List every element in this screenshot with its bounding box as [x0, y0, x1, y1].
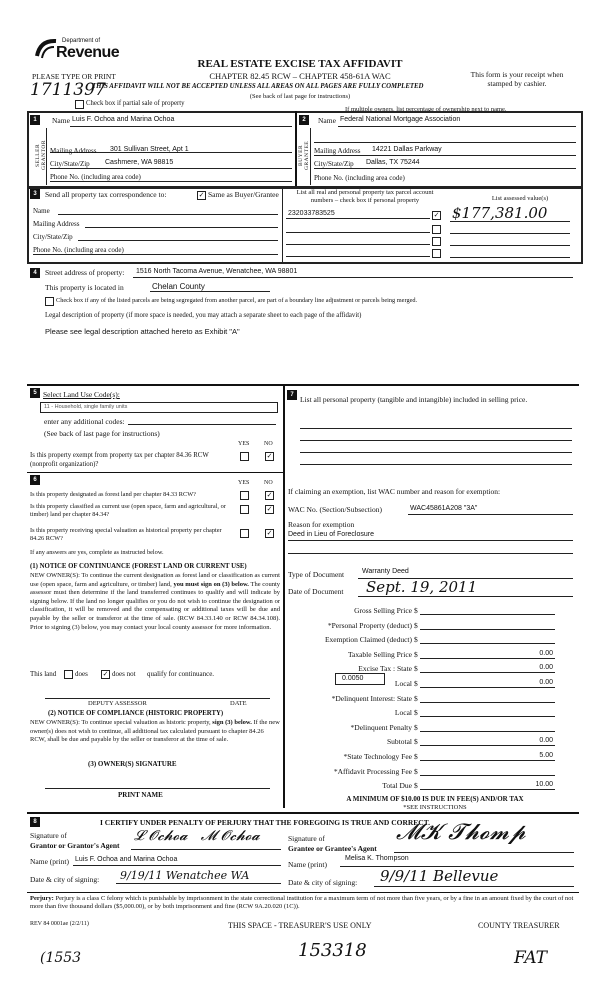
tax-row-dollar: $ — [414, 737, 418, 746]
section-6-top-rule — [27, 472, 283, 473]
grantor-sig-line — [131, 849, 281, 850]
tax-row-label: *Affidavit Processing Fee — [333, 767, 412, 776]
wac-value[interactable]: WAC45861A208 "3A" — [410, 505, 478, 512]
tax-row-dollar: $ — [414, 694, 418, 703]
section-2-number: 2 — [299, 115, 309, 125]
section-8-number: 8 — [30, 817, 40, 827]
tax-row-line — [420, 629, 555, 630]
historic-no-checkbox[interactable]: ✓ — [266, 529, 273, 537]
logo-revenue: Revenue — [56, 44, 120, 61]
parcel-4-personal-checkbox[interactable] — [432, 249, 441, 258]
tax-row-label: *Delinquent Penalty — [350, 723, 412, 732]
tax-row-line — [420, 643, 555, 644]
county-treasurer-label: COUNTY TREASURER — [478, 921, 560, 930]
seller-name-value[interactable]: Luis F. Ochoa and Marina Ochoa — [72, 116, 175, 123]
corr-name-label: Name — [33, 207, 50, 215]
deputy-assessor-line — [45, 698, 270, 699]
parcel-line-3 — [286, 244, 430, 245]
certify-statement: I CERTIFY UNDER PENALTY OF PERJURY THAT THE FOREGOING IS TRUE AND CORRECT. — [100, 818, 431, 827]
tax-row-label: *Personal Property (deduct) — [327, 621, 412, 630]
buyer-label-divider — [310, 128, 311, 185]
grantor-print-label: Name (print) — [30, 857, 69, 866]
assessed-line-4 — [450, 257, 570, 258]
s5-yes-header: YES — [238, 441, 250, 447]
grantor-agent-label: Grantor or Grantor's Agent — [30, 841, 120, 850]
buyer-name-line — [338, 126, 576, 127]
seller-city-value[interactable]: Cashmere, WA 98815 — [105, 159, 174, 166]
grantee-signature[interactable]: 𝓜𝓚 𝓣𝓱𝓸𝓶𝓹 — [396, 820, 526, 845]
tax-row-line — [420, 658, 555, 659]
s6-no-header: NO — [264, 480, 273, 486]
local-rate-value: 0.0050 — [342, 675, 364, 682]
buyer-side-label: BUYER GRANTEE — [298, 140, 310, 170]
county-line — [150, 291, 270, 292]
send-correspondence-label: Send all property tax correspondence to: — [45, 190, 167, 199]
form-title: REAL ESTATE EXCISE TAX AFFIDAVIT — [197, 58, 403, 70]
buyer-city-label: City/State/Zip — [314, 160, 354, 168]
forest-yes-checkbox[interactable] — [240, 491, 249, 500]
buyer-name-label: Name — [318, 116, 336, 125]
notice-continuance-text — [30, 572, 280, 632]
wac-line — [408, 514, 573, 515]
parcel-line-1 — [286, 218, 430, 219]
tax-row-line — [420, 775, 555, 776]
land-does-checkbox[interactable] — [64, 670, 73, 679]
parcel-list-header: List all real and personal property tax parcel account numbers – check box if personal property — [296, 189, 434, 204]
wac-label: WAC No. (Section/Subsection) — [288, 505, 382, 514]
minimum-fee-note: A MINIMUM OF $10.00 IS DUE IN FEE(S) AND/OR TAX — [346, 795, 524, 803]
tax-row-line — [420, 614, 555, 615]
section-4-bottom-rule — [27, 384, 579, 386]
forest-land-question: Is this property designated as forest land per chapter 84.33 RCW? — [30, 491, 196, 498]
parcel-2-personal-checkbox[interactable] — [432, 225, 441, 234]
section-8-top-rule — [27, 812, 579, 814]
exempt-no-checkbox[interactable]: ✓ — [266, 452, 273, 460]
parcel-number[interactable]: 232033783525 — [288, 210, 335, 217]
tax-row-dollar: $ — [414, 621, 418, 630]
notice-continuance-bold: you must sign on (3) below. — [173, 580, 249, 588]
buyer-blank-line — [314, 142, 576, 143]
historic-question: Is this property receiving special valuation as historical property per chapter 84.26 RCW? — [30, 527, 222, 542]
reason-line — [288, 540, 573, 541]
deputy-date-label: DATE — [230, 700, 247, 707]
current-use-question: Is this property classified as current use (open space, farm and agricultural, or timber) land per chapter 84.34? — [30, 503, 226, 518]
deputy-assessor-label: DEPUTY ASSESSOR — [88, 700, 147, 707]
buyer-city-value[interactable]: Dallas, TX 75244 — [366, 159, 420, 166]
current-use-yes-checkbox[interactable] — [240, 505, 249, 514]
same-as-buyer-checkbox[interactable]: ✓ — [198, 191, 205, 199]
land-does-label: does — [75, 670, 88, 678]
corr-phone-line — [33, 254, 278, 255]
notice-compliance-rest: If the new owner(s) does not wish to continue, all additional tax calculated pursuant to chapter 84.26 RCW, shall be due and payable by the seller or transferor at the time of sale. — [30, 719, 280, 744]
handwritten-id: 1711397 — [30, 80, 106, 100]
segregated-label: Check box if any of the listed parcels are being segregated from another parcel, are part of a boundary line adjustment or parcels being merged. — [56, 297, 418, 304]
parcel-1-personal-checkbox[interactable]: ✓ — [433, 211, 440, 219]
grantor-date-line — [116, 883, 281, 884]
corr-phone-label: Phone No. (including area code) — [33, 246, 124, 254]
street-line — [133, 277, 573, 278]
notice-continuance-title: (1) NOTICE OF CONTINUANCE (FOREST LAND OR CURRENT USE) — [30, 563, 247, 570]
seller-city-line — [50, 168, 292, 169]
grantor-print-value[interactable]: Luis F. Ochoa and Marina Ochoa — [75, 856, 178, 863]
treasurer-space-label: THIS SPACE - TREASURER'S USE ONLY — [228, 921, 372, 930]
receipt-note: This form is your receipt when stamped by cashier. — [470, 70, 564, 88]
legal-description-label: Legal description of property (if more space is needed, you may attach a separate sheet to each page of the affidavit) — [45, 312, 362, 319]
multiple-owners-note: If multiple owners, list percentage of ownership next to name. — [345, 106, 507, 113]
grantor-sig-of: Signature of — [30, 831, 67, 840]
buyer-mailing-label: Mailing Address — [314, 147, 361, 155]
assessed-line-3 — [450, 245, 570, 246]
seller-name-line — [70, 126, 292, 127]
handwritten-note-2: 153318 — [298, 940, 367, 961]
warning-text: THIS AFFIDAVIT WILL NOT BE ACCEPTED UNLESS ALL AREAS ON ALL PAGES ARE FULLY COMPLETED — [92, 83, 424, 90]
segregated-checkbox[interactable] — [45, 297, 54, 306]
perjury-body: Perjury is a class C felony which is punishable by imprisonment in the state correctional institution for a maximum term of not more than five years, or by a fine in an amount fixed by the court of not more than five thousand dollars ($5,000.00), or by both imprisonment and fine (RCW 9A.20.020 (1C)). — [30, 895, 574, 911]
tax-row-dollar: $ — [414, 664, 418, 673]
tax-row-dollar: $ — [414, 752, 418, 761]
tax-row-label: Taxable Selling Price — [347, 650, 412, 659]
corr-city-label: City/State/Zip — [33, 233, 73, 241]
seller-label-divider — [46, 128, 47, 185]
buyer-mailing-line — [314, 155, 576, 156]
personal-line-4 — [300, 464, 572, 465]
assessed-line-1 — [450, 221, 570, 222]
section-6-number: 6 — [30, 475, 40, 485]
assessed-line-2 — [450, 233, 570, 234]
seller-phone-label: Phone No. (including area code) — [50, 173, 141, 181]
section-1-number: 1 — [30, 115, 40, 125]
tax-row-dollar: $ — [414, 650, 418, 659]
notice-continuance-rest: The county assessor must then determine if the land transferred continues to qualify and will indicate by signing below. If the land no longer qualifies or you do not wish to continue the designation or classification, it will be removed and the compensating or additional taxes will be due and payable by the seller or transferor at the time of sale. (RCW 84.33.140 or RCW 84.34.108). Prior to signing (3) below, you may contact your local county assessor for more information. — [30, 580, 280, 631]
section-7-number: 7 — [287, 390, 297, 400]
if-yes-note: If any answers are yes, complete as instructed below. — [30, 549, 164, 556]
seller-mailing-label: Mailing Address — [50, 147, 97, 155]
section-5-number: 5 — [30, 388, 40, 398]
exempt-yes-checkbox[interactable] — [240, 452, 249, 461]
tax-row-dollar: $ — [414, 679, 418, 688]
reason-value[interactable]: Deed in Lieu of Foreclosure — [288, 531, 374, 538]
tax-row-dollar: $ — [414, 767, 418, 776]
tax-row-value[interactable]: 0.00 — [539, 664, 553, 671]
seller-phone-line — [50, 181, 292, 182]
buyer-city-line — [314, 168, 576, 169]
parcel-line-2 — [286, 232, 430, 233]
land-use-label: Select Land Use Code(s): — [43, 390, 120, 399]
corr-mailing-line — [85, 227, 278, 228]
print-name-line — [45, 788, 270, 789]
buyer-phone-label: Phone No. (including area code) — [314, 174, 405, 182]
tax-row-dollar: $ — [414, 635, 418, 644]
land-use-select[interactable] — [40, 402, 278, 413]
perjury-top-rule — [27, 892, 579, 893]
perjury-label: Perjury: — [30, 895, 54, 902]
tax-row-line — [420, 716, 555, 717]
additional-codes-label: enter any additional codes: — [44, 417, 125, 426]
additional-codes-line — [128, 424, 276, 425]
seller-side-label: SELLER GRANTOR — [35, 140, 47, 170]
personal-line-2 — [300, 440, 572, 441]
doc-type-value[interactable]: Warranty Deed — [362, 568, 409, 575]
corr-name-line — [58, 214, 278, 215]
partial-sale-checkbox[interactable] — [75, 100, 84, 109]
middle-divider — [283, 384, 285, 808]
tax-row-value[interactable]: 10.00 — [535, 781, 553, 788]
tax-row-label: Gross Selling Price — [354, 606, 412, 615]
reason-label: Reason for exemption — [288, 520, 355, 529]
same-as-buyer-label: Same as Buyer/Grantee — [208, 190, 279, 199]
grantee-date-value[interactable]: 9/9/11 Bellevue — [380, 867, 499, 885]
logo-department: Department of — [62, 38, 101, 44]
tax-row-line — [420, 789, 555, 790]
form-revision: REV 84 0001ae (2/2/11) — [30, 921, 89, 927]
land-does-not-checkbox[interactable]: ✓ — [102, 670, 109, 678]
tax-row-value[interactable]: 0.00 — [539, 679, 553, 686]
tax-row-dollar: $ — [414, 781, 418, 790]
tax-row-line — [420, 731, 555, 732]
buyer-name-value[interactable]: Federal National Mortgage Association — [340, 116, 461, 123]
tax-row-line — [420, 702, 555, 703]
qualify-label: qualify for continuance. — [147, 670, 215, 678]
tax-row-label: Subtotal — [386, 737, 412, 746]
exemption-label: If claiming an exemption, list WAC number and reason for exemption: — [288, 487, 501, 496]
seller-name-label: Name — [52, 116, 70, 125]
assessed-header: List assessed value(s) — [491, 195, 549, 202]
street-address-value[interactable]: 1516 North Tacoma Avenue, Wenatchee, WA 98801 — [136, 268, 298, 275]
grantee-print-value[interactable]: Melisa K. Thompson — [345, 855, 409, 862]
personal-line-3 — [300, 452, 572, 453]
s5-no-header: NO — [264, 441, 273, 447]
tax-row-label: Excise Tax : State — [358, 664, 412, 673]
land-use-value: 11 - Household, single family units — [44, 404, 128, 410]
section-3-number: 3 — [30, 189, 40, 199]
corr-mailing-label: Mailing Address — [33, 220, 80, 228]
tax-row-label: Local — [394, 679, 412, 688]
tax-row-label: Total Due — [382, 781, 412, 790]
perjury-text — [30, 895, 578, 912]
exempt-question: Is this property exempt from property tax per chapter 84.36 RCW (nonprofit organization)? — [30, 452, 209, 468]
handwritten-note-3: FAT — [514, 948, 548, 968]
local-rate-box[interactable] — [335, 673, 385, 685]
county-value[interactable]: Chelan County — [152, 282, 205, 291]
tax-row-value[interactable]: 0.00 — [539, 737, 553, 744]
forest-no-checkbox[interactable]: ✓ — [266, 491, 273, 499]
tax-row-line — [420, 760, 555, 761]
partial-sale-label: Check box if partial sale of property — [86, 100, 185, 107]
parcel-line-4 — [286, 256, 430, 257]
tax-row-dollar: $ — [414, 723, 418, 732]
notice-compliance-text — [30, 719, 280, 745]
tax-row-value[interactable]: 0.00 — [539, 650, 553, 657]
tax-row-label: Exemption Claimed (deduct) — [324, 635, 412, 644]
dor-logo — [34, 34, 120, 68]
personal-property-label: List all personal property (tangible and intangible) included in selling price. — [300, 395, 528, 404]
section-3-divider — [282, 186, 283, 262]
doc-date-label: Date of Document — [288, 587, 344, 596]
historic-yes-checkbox[interactable] — [240, 529, 249, 538]
tax-row-label: Local — [394, 708, 412, 717]
personal-line-1 — [300, 428, 572, 429]
grantor-signature[interactable]: 𝓛 𝓞𝓬𝓱𝓸𝓪 𝓜 𝓞𝓬𝓱𝓸𝓪 — [134, 828, 260, 844]
grantor-print-line — [73, 865, 281, 866]
seller-city-label: City/State/Zip — [50, 160, 90, 168]
grantor-date-value[interactable]: 9/19/11 Wenatchee WA — [120, 869, 250, 882]
s6-yes-header: YES — [238, 480, 250, 486]
buyer-mailing-value[interactable]: 14221 Dallas Parkway — [372, 146, 442, 153]
tax-row-dollar: $ — [414, 606, 418, 615]
tax-row-line — [420, 687, 555, 688]
grantee-sig-of: Signature of — [288, 834, 325, 843]
grantee-date-line — [374, 886, 574, 887]
doc-type-label: Type of Document — [288, 570, 345, 579]
print-name-label: PRINT NAME — [118, 791, 163, 799]
see-instructions-note: *SEE INSTRUCTIONS — [403, 804, 467, 811]
see-back-instructions: (See back of last page for instructions) — [249, 93, 351, 100]
corr-city-line — [78, 240, 278, 241]
doc-date-value[interactable]: Sept. 19, 2011 — [366, 578, 478, 596]
tax-row-line — [420, 745, 555, 746]
land-use-see-back: (See back of last page for instructions) — [44, 429, 160, 438]
current-use-no-checkbox[interactable]: ✓ — [266, 505, 273, 513]
this-land-label: This land — [30, 670, 57, 678]
parcel-3-personal-checkbox[interactable] — [432, 237, 441, 246]
section-4-number: 4 — [30, 268, 40, 278]
county-label: This property is located in — [45, 283, 124, 292]
tax-row-line — [420, 672, 555, 673]
notice-compliance-title: (2) NOTICE OF COMPLIANCE (HISTORIC PROPERTY) — [48, 710, 224, 717]
form-chapter: CHAPTER 82.45 RCW – CHAPTER 458-61A WAC — [209, 71, 391, 81]
tax-row-label: *State Technology Fee — [343, 752, 412, 761]
street-address-label: Street address of property: — [45, 268, 125, 277]
please-type: PLEASE TYPE OR PRINT — [32, 72, 116, 81]
grantee-agent-label: Grantee or Grantee's Agent — [288, 844, 377, 853]
doc-date-line — [358, 596, 573, 597]
grantor-date-label: Date & city of signing: — [30, 875, 100, 884]
tax-row-label: *Delinquent Interest: State — [331, 694, 412, 703]
handwritten-note-1: (1553 — [40, 950, 82, 966]
section-1-2-divider — [295, 111, 297, 187]
tax-row-value[interactable]: 5.00 — [539, 752, 553, 759]
reason-line-2 — [288, 553, 573, 554]
grantee-sig-line — [394, 852, 574, 853]
notice-compliance-bold: sign (3) below. — [212, 719, 252, 726]
grantee-date-label: Date & city of signing: — [288, 878, 358, 887]
land-does-not-label: does not — [112, 670, 136, 678]
notice-continuance-lead: NEW OWNER(S): To continue the current designation as forest land or classification as current use (open space, farm and agriculture, or timber) land, — [30, 572, 280, 588]
owner-signature-label: (3) OWNER(S) SIGNATURE — [88, 760, 177, 768]
tax-row-dollar: $ — [414, 708, 418, 717]
assessed-value[interactable]: $177,381.00 — [452, 204, 548, 222]
notice-compliance-lead: NEW OWNER(S): To continue special valuation as historic property, — [30, 719, 211, 726]
legal-description-value[interactable]: Please see legal description attached hereto as Exhibit "A" — [45, 327, 240, 336]
seller-mailing-value[interactable]: 301 Sullivan Street, Apt 1 — [110, 146, 189, 153]
grantee-print-label: Name (print) — [288, 860, 327, 869]
